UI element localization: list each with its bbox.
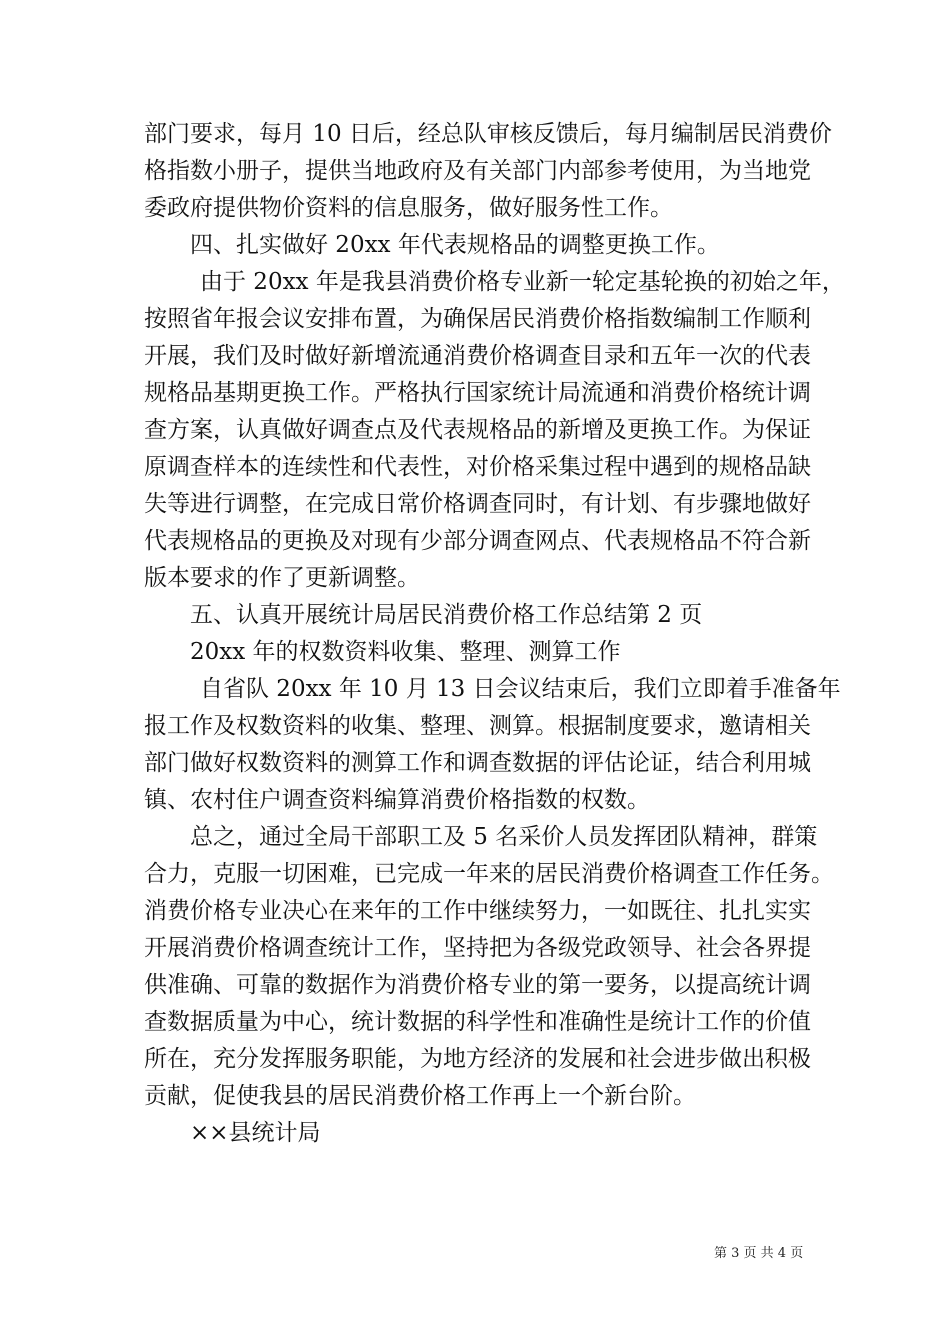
text-line: 部门要求，每月 10 日后，经总队审核反馈后，每月编制居民消费价 — [144, 121, 832, 147]
page-number: 第 3 页 共 4 页 — [714, 1246, 804, 1261]
text-line: 消费价格专业决心在来年的工作中继续努力，一如既往、扎扎实实 — [144, 898, 811, 924]
section-heading: 五、认真开展统计局居民消费价格工作总结第 2 页 — [190, 602, 703, 628]
text-line: 查方案，认真做好调查点及代表规格品的新增及更换工作。为保证 — [144, 417, 811, 443]
text-line: 查数据质量为中心，统计数据的科学性和准确性是统计工作的价值 — [144, 1009, 811, 1035]
text-line: 所在，充分发挥服务职能，为地方经济的发展和社会进步做出积极 — [144, 1046, 811, 1072]
text-line: 镇、农村住户调查资料编算消费价格指数的权数。 — [144, 787, 650, 813]
text-line: 代表规格品的更换及对现有少部分调查网点、代表规格品不符合新 — [144, 528, 811, 554]
text-line: 开展消费价格调查统计工作，坚持把为各级党政领导、社会各界提 — [144, 935, 811, 961]
text-line: 由于 20xx 年是我县消费价格专业新一轮定基轮换的初始之年， — [200, 269, 845, 295]
text-line: 委政府提供物价资料的信息服务，做好服务性工作。 — [144, 195, 673, 221]
text-line: 合力，克服一切困难，已完成一年来的居民消费价格调查工作任务。 — [144, 861, 834, 887]
text-line: 规格品基期更换工作。严格执行国家统计局流通和消费价格统计调 — [144, 380, 811, 406]
text-line: 总之，通过全局干部职工及 5 名采价人员发挥团队精神，群策 — [190, 824, 818, 850]
text-line: 供准确、可靠的数据作为消费价格专业的第一要务，以提高统计调 — [144, 972, 811, 998]
text-line: 贡献，促使我县的居民消费价格工作再上一个新台阶。 — [144, 1083, 696, 1109]
text-line: 格指数小册子，提供当地政府及有关部门内部参考使用，为当地党 — [144, 158, 811, 184]
text-line: 开展，我们及时做好新增流通消费价格调查目录和五年一次的代表 — [144, 343, 811, 369]
text-line: 报工作及权数资料的收集、整理、测算。根据制度要求，邀请相关 — [144, 713, 811, 739]
text-line: 失等进行调整，在完成日常价格调查同时，有计划、有步骤地做好 — [144, 491, 811, 517]
text-line: 部门做好权数资料的测算工作和调查数据的评估论证，结合利用城 — [144, 750, 811, 776]
text-line: 自省队 20xx 年 10 月 13 日会议结束后，我们立即着手准备年 — [200, 676, 841, 702]
text-line: 原调查样本的连续性和代表性，对价格采集过程中遇到的规格品缺 — [144, 454, 811, 480]
signature-line: ××县统计局 — [190, 1120, 321, 1146]
section-heading: 四、扎实做好 20xx 年代表规格品的调整更换工作。 — [190, 232, 720, 258]
section-heading: 20xx 年的权数资料收集、整理、测算工作 — [190, 639, 621, 665]
document-body — [144, 116, 845, 1152]
text-line: 按照省年报会议安排布置，为确保居民消费价格指数编制工作顺利 — [144, 306, 811, 332]
text-line: 版本要求的作了更新调整。 — [144, 565, 420, 591]
